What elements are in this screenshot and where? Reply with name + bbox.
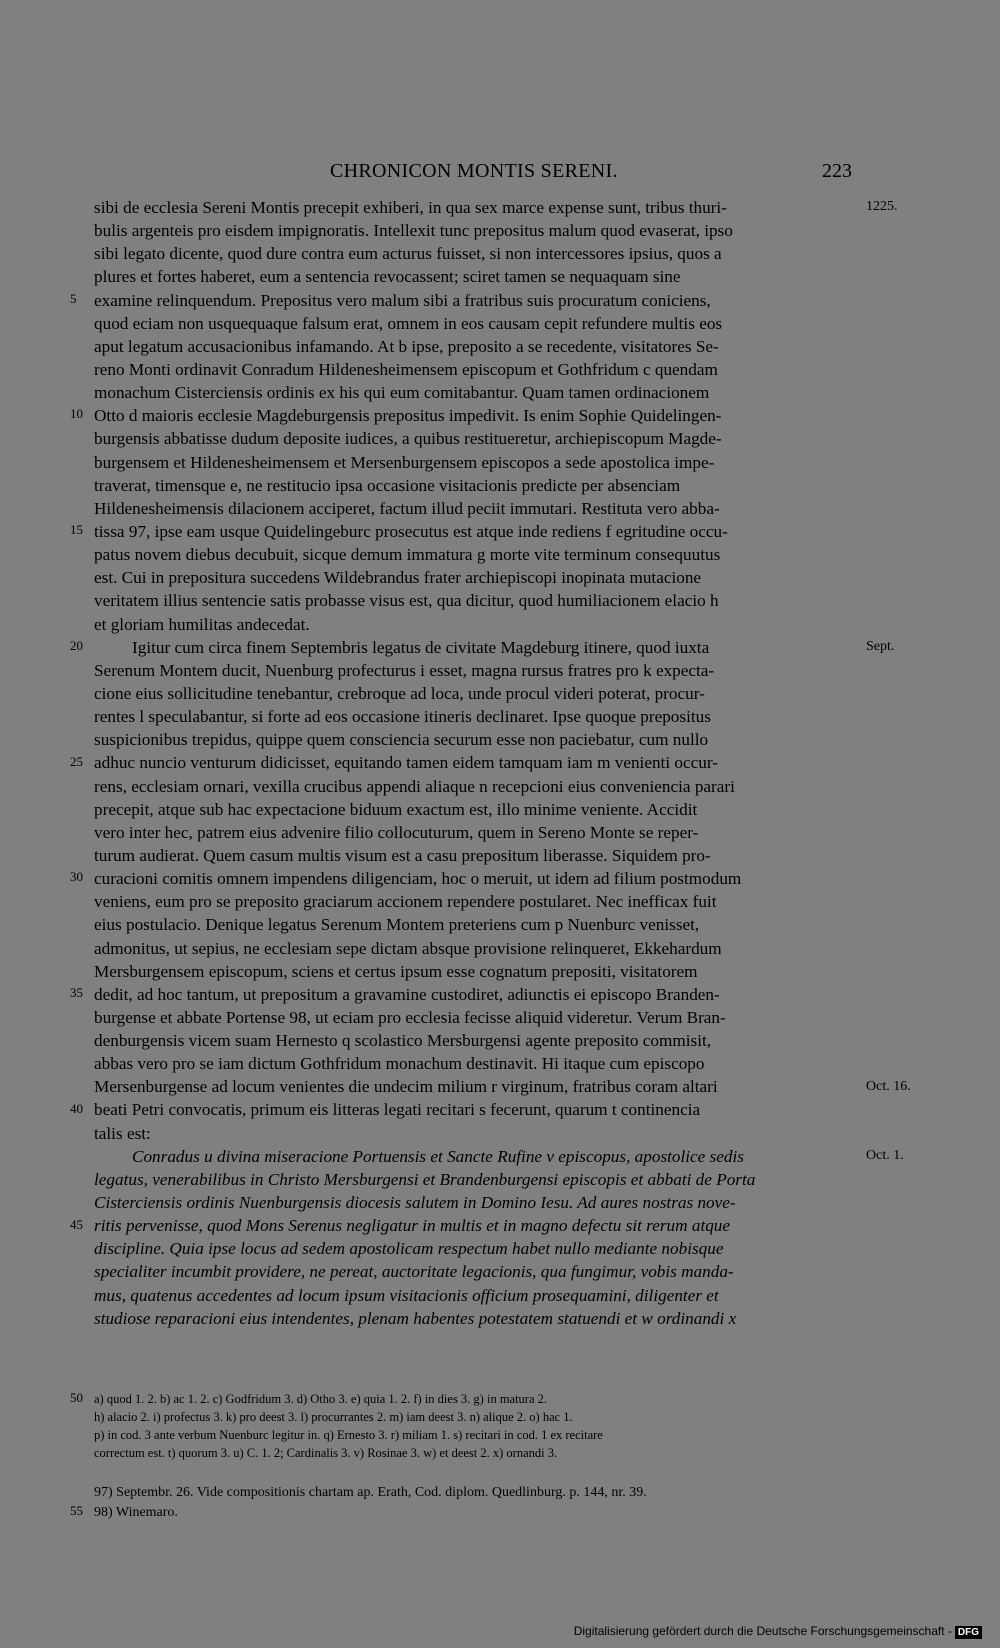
- notes-line-number: 55: [70, 1503, 83, 1518]
- margin-date: 1225.: [866, 199, 898, 214]
- text-line: specialiter incumbit providere, ne pereat, auctoritate legacionis, qua fungimur, vobis manda-: [94, 1262, 734, 1282]
- text-line: denburgensis vicem suam Hernesto q scolastico Mersburgensi agente preposito commisit,: [94, 1031, 712, 1051]
- line-number: 10: [70, 406, 83, 422]
- text-line: abbas vero pro se iam dictum Gothfridum monachum destinavit. Hi itaque cum episcopo: [94, 1054, 705, 1074]
- text-line: ritis pervenisse, quod Mons Serenus negligatur in multis et in magno defectu sit rerum atque: [94, 1216, 731, 1236]
- text-line: reno Monti ordinavit Conradum Hildenesheimensem episcopum et Gothfridum c quendam: [94, 359, 718, 379]
- line-number: 25: [70, 753, 83, 769]
- text-line: veritatem illius sentencie satis probasse visus est, qua dicitur, quod humiliacionem elacio h: [94, 591, 719, 611]
- text-line: discipline. Quia ipse locus ad sedem apostolicam respectum habet nullo mediante nobisque: [94, 1239, 724, 1259]
- text-line: turum audierat. Quem casum multis visum est a casu prepositum liberasse. Siquidem pro-: [94, 845, 711, 865]
- text-line: rentes l speculabantur, si forte ad eos occasione itineris declinaret. Ipse quoque prepositus: [94, 707, 711, 727]
- margin-date: Sept.: [866, 638, 895, 654]
- page-number: 223: [822, 160, 852, 182]
- text-line: Hildenesheimensis dilacionem acciperet, factum illud peciit immutari. Restituta vero abba-: [94, 498, 720, 518]
- text-line: Otto d maioris ecclesie Magdeburgensis prepositus impedivit. Is enim Sophie Quidelingen-: [94, 406, 722, 426]
- apparatus-line-number: 50: [70, 1390, 83, 1405]
- text-line: est. Cui in prepositura succedens Wildebrandus frater archiepiscopi inopinata mutacione: [94, 568, 702, 588]
- line-number: 30: [70, 869, 83, 885]
- apparatus-line: correctum est. t) quorum 3. u) C. 1. 2; Cardinalis 3. v) Rosinae 3. w) et deest 2. x) ornandi 3.: [94, 1446, 558, 1460]
- text-line: examine relinquendum. Prepositus vero malum sibi a fratribus suis procuratum coniciens,: [94, 290, 711, 310]
- text-line: tissa 97, ipse eam usque Quidelingeburc prosecutus est atque inde rediens f egritudine occu-: [94, 521, 728, 541]
- text-line: patus novem diebus decubuit, sicque demum immatura g morte vite terminum consequutus: [94, 545, 721, 565]
- footnote: 97) Septembr. 26. Vide compositionis chartam ap. Erath, Cod. diplom. Quedlinburg. p. 144, nr. 39.: [94, 1485, 647, 1500]
- text-line: bulis argenteis pro eisdem impignoratis. Intellexit tunc prepositus malum quod evaserat, ipso: [94, 221, 733, 241]
- text-line: adhuc nuncio venturum didicisset, equitando tamen eidem tamquam iam m venienti occur-: [94, 753, 718, 773]
- text-line: mus, quatenus accedentes ad locum ipsum visitacionis officium prosequamini, diligenter et: [94, 1285, 719, 1305]
- text-line: cione eius sollicitudine tenebantur, crebroque ad loca, unde procul videri poterat, procur-: [94, 683, 705, 703]
- line-number: 45: [70, 1216, 83, 1232]
- text-line: aput legatum accusacionibus infamando. At b ipse, preposito a se recedente, visitatores Se-: [94, 336, 719, 356]
- text-line: monachum Cisterciensis ordinis ex his qui eum comitabantur. Quam tamen ordinacionem: [94, 383, 710, 403]
- dfg-logo: DFG: [955, 1626, 982, 1639]
- footnotes: [94, 1483, 864, 1523]
- text-line: veniens, eum pro se preposito graciarum accionem rependere postularet. Nec inefficax fuit: [94, 892, 717, 912]
- digitization-credit: [574, 1624, 982, 1639]
- text-line: plures et fortes haberet, eum a sentencia revocassent; sciret tamen se nequaquam sine: [94, 267, 681, 287]
- margin-date: Oct. 16.: [866, 1078, 911, 1094]
- text-line: Cisterciensis ordinis Nuenburgensis diocesis salutem in Domino Iesu. Ad aures nostras nove-: [94, 1193, 736, 1213]
- text-line: traverat, timensque e, ne restitucio ipsa occasione visitacionis predicte per absenciam: [94, 475, 681, 495]
- text-line: sibi de ecclesia Sereni Montis precepit exhiberi, in qua sex marce expense sunt, tribus thuri-: [94, 198, 727, 217]
- critical-apparatus: [94, 1390, 864, 1462]
- apparatus-line: p) in cod. 3 ante verbum Nuenburc legitur in. q) Ernesto 3. r) miliam 1. s) recitari in cod. 1 ex recitare: [94, 1428, 603, 1442]
- margin-date: Oct. 1.: [866, 1148, 904, 1164]
- text-line: legatus, venerabilibus in Christo Mersburgensi et Brandenburgensi episcopis et abbati de Porta: [94, 1169, 756, 1189]
- line-number: 40: [70, 1100, 83, 1116]
- line-number: 20: [70, 637, 83, 653]
- text-line: Igitur cum circa finem Septembris legatus de civitate Magdeburg itinere, quod iuxta: [132, 637, 710, 657]
- text-line: admonitus, ut sepius, ne ecclesiam sepe dictam absque provisione relinqueret, Ekkehardum: [94, 938, 722, 958]
- page-title: CHRONICON MONTIS SERENI.: [330, 160, 618, 182]
- text-line: eius postulacio. Denique legatus Serenum Montem preteriens cum p Nuenburc venisset,: [94, 915, 700, 935]
- text-line: studiose reparacioni eius intendentes, plenam habentes potestatem statuendi et w ordinandi x: [94, 1308, 737, 1328]
- line-number: 15: [70, 522, 83, 538]
- text-line: Serenum Montem ducit, Nuenburg profecturus i esset, magna rursus fratres pro k expecta-: [94, 660, 715, 680]
- text-line: Conradus u divina miseracione Portuensis et Sancte Rufine v episcopus, apostolice sedis: [132, 1146, 744, 1166]
- main-text: [94, 196, 859, 1330]
- apparatus-line: h) alacio 2. i) profectus 3. k) pro deest 3. l) procurrantes 2. m) iam deest 3. n) alique 2. o) hac 1.: [94, 1410, 573, 1424]
- text-line: rens, ecclesiam ornari, vexilla crucibus appendi aliaque n recepcioni eius conveniencia parari: [94, 776, 735, 796]
- text-line: burgense et abbate Portense 98, ut eciam pro ecclesia fecisse aliquid videretur. Verum Bran-: [94, 1007, 726, 1027]
- text-line: Mersenburgense ad locum venientes die undecim milium r virginum, fratribus coram altari: [94, 1077, 718, 1097]
- text-line: sibi legato dicente, quod dure contra eum acturus fuisset, si non intercessores ipsius, quos a: [94, 244, 722, 264]
- line-number: 5: [70, 290, 77, 306]
- footnote: 98) Winemaro.: [94, 1505, 178, 1520]
- running-header: [0, 160, 1000, 190]
- apparatus-line: a) quod 1. 2. b) ac 1. 2. c) Godfridum 3. d) Otho 3. e) quia 1. 2. f) in dies 3. g) in matura 2.: [94, 1392, 548, 1406]
- text-line: curacioni comitis omnem impendens diligenciam, hoc o meruit, ut idem ad filium postmodum: [94, 869, 742, 889]
- text-line: burgensem et Hildenesheimensem et Mersenburgensem episcopos a sede apostolica impe-: [94, 452, 715, 472]
- text-line: Mersburgensem episcopum, sciens et certus ipsum esse cognatum prepositi, visitatorem: [94, 961, 698, 981]
- text-line: suspicionibus trepidus, quippe quem consciencia securum esse non paciebatur, cum nullo: [94, 730, 709, 750]
- text-line: quod eciam non usquequaque falsum erat, omnem in eos causam cepit refundere multis eos: [94, 313, 723, 333]
- text-line: et gloriam humilitas andecedat.: [94, 614, 310, 634]
- credit-text: Digitalisierung gefördert durch die Deutsche Forschungsgemeinschaft -: [573, 1624, 952, 1638]
- text-line: beati Petri convocatis, primum eis litteras legati recitari s fecerunt, quarum t continencia: [94, 1100, 701, 1120]
- text-line: talis est:: [94, 1123, 151, 1143]
- text-line: dedit, ad hoc tantum, ut prepositum a gravamine custodiret, adiunctis ei episcopo Branden-: [94, 984, 720, 1004]
- text-line: burgensis abbatisse dudum deposite iudices, a quibus restitueretur, archiepiscopum Magde-: [94, 429, 722, 449]
- text-line: vero inter hec, patrem eius advenire filio collocuturum, quem in Sereno Monte se reper-: [94, 822, 699, 842]
- text-line: precepit, atque sub hac expectacione biduum exactum est, illo minime veniente. Accidit: [94, 799, 698, 819]
- line-number: 35: [70, 985, 83, 1001]
